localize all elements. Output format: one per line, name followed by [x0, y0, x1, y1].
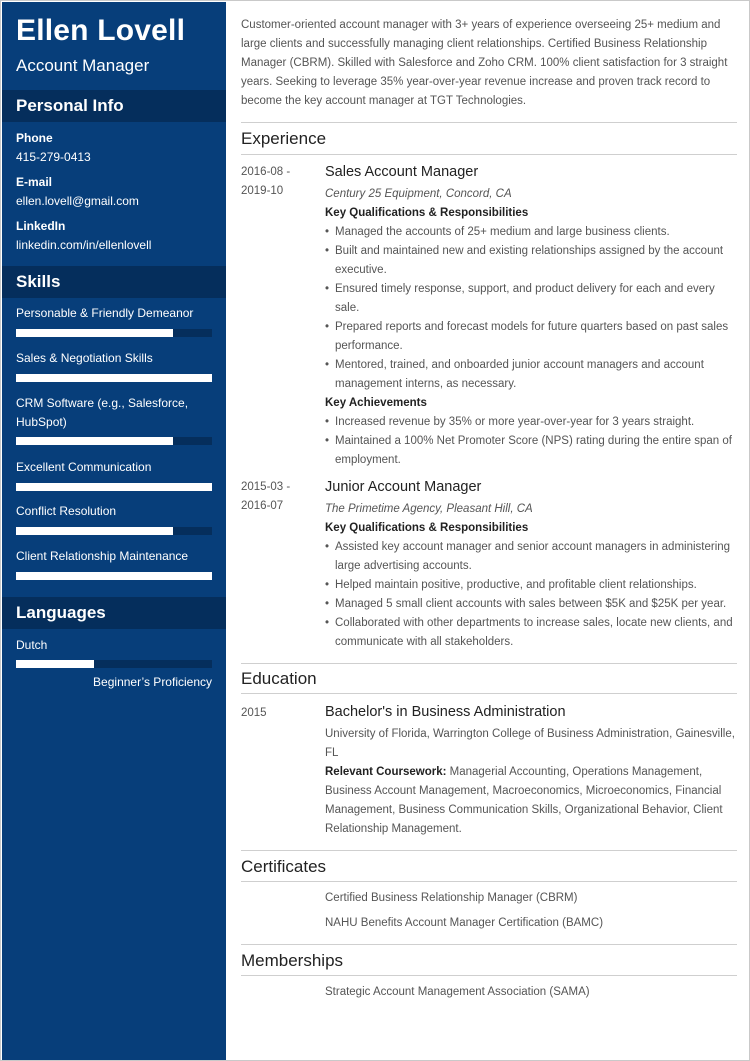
job-title: Junior Account Manager: [325, 479, 482, 495]
skill-bar-fill: [16, 572, 212, 580]
education-school: University of Florida, Warrington College of Business Administration, Gainesville, FL: [325, 728, 735, 759]
email-value[interactable]: ellen.lovell@gmail.com: [16, 194, 139, 208]
skill-bar-fill: [16, 527, 173, 535]
email-label: E-mail: [16, 175, 53, 189]
phone-label: Phone: [16, 131, 53, 145]
divider: [241, 881, 737, 882]
achievements-list: [325, 413, 737, 470]
divider: [241, 693, 737, 694]
skill-bar: [16, 527, 212, 535]
memberships-title: Memberships: [241, 951, 344, 970]
education-degree: Bachelor's in Business Administration: [325, 704, 566, 720]
skill-name: Personable & Friendly Demeanor: [16, 306, 194, 320]
responsibilities-heading: Key Qualifications & Responsibilities: [325, 522, 529, 534]
education-title: Education: [241, 669, 317, 688]
language-bar-fill: [16, 660, 94, 668]
skill-name: Client Relationship Maintenance: [16, 549, 189, 563]
job-date: 2015-03 - 2016-07: [241, 481, 291, 512]
skill-bar-fill: [16, 437, 173, 445]
languages-header: [2, 597, 226, 629]
skills-title: Skills: [16, 272, 61, 291]
certificates-title: Certificates: [241, 857, 327, 876]
list-item: • Maintained a 100% Net Promoter Score (NPS) rating during the entire span of employment.: [325, 432, 737, 470]
divider: [241, 154, 737, 155]
linkedin-label: LinkedIn: [16, 219, 66, 233]
skill-bar: [16, 329, 212, 337]
divider: [241, 944, 737, 945]
coursework-text: Managerial Accounting, Operations Management, Business Account Management, Macroeconomics, Microeconomics, Financial Management, Business Communication Skills, Organizational Behavior, Client Relationship Management.: [325, 766, 723, 835]
list-item: • Managed the accounts of 25+ medium and large business clients.: [325, 223, 737, 242]
list-item: • Prepared reports and forecast models for future quarters based on past sales performance.: [325, 318, 737, 356]
job-company: Century 25 Equipment, Concord, CA: [325, 188, 512, 200]
personal-info-header: [2, 90, 226, 122]
list-item: • Assisted key account manager and senior account managers in administering large advertising accounts.: [325, 538, 737, 576]
skill-name: Conflict Resolution: [16, 504, 117, 518]
skill-name: Excellent Communication: [16, 460, 152, 474]
list-item: • Built and maintained new and existing relationships assigned by the account executive.: [325, 242, 737, 280]
candidate-role: Account Manager: [16, 56, 150, 75]
linkedin-value[interactable]: linkedin.com/in/ellenlovell: [16, 238, 152, 252]
list-item: • Mentored, trained, and onboarded junior account managers and account management interns, as necessary.: [325, 356, 737, 394]
education-date: 2015: [241, 707, 267, 719]
skill-bar-fill: [16, 374, 212, 382]
divider: [241, 663, 737, 664]
phone-value: 415-279-0413: [16, 150, 91, 164]
skill-bar: [16, 374, 212, 382]
language-name: Dutch: [16, 638, 48, 652]
language-bar: [16, 660, 212, 668]
skill-name: CRM Software (e.g., Salesforce, HubSpot): [16, 396, 189, 429]
certificate-item: Certified Business Relationship Manager (CBRM): [325, 892, 578, 904]
list-item: • Collaborated with other departments to increase sales, locate new clients, and communicate with all stakeholders.: [325, 614, 737, 652]
list-item: • Increased revenue by 35% or more year-over-year for 3 years straight.: [325, 413, 737, 432]
education-coursework: [325, 763, 737, 839]
candidate-name: Ellen Lovell: [16, 14, 186, 47]
skill-bar-fill: [16, 483, 212, 491]
divider: [241, 975, 737, 976]
skill-bar: [16, 437, 212, 445]
language-level: Beginner’s Proficiency: [93, 675, 212, 689]
skill-bar: [16, 572, 212, 580]
skill-bar: [16, 483, 212, 491]
coursework-label: Relevant Coursework:: [325, 766, 447, 778]
list-item: • Helped maintain positive, productive, and profitable client relationships.: [325, 576, 737, 595]
summary: Customer-oriented account manager with 3+ years of experience overseeing 25+ medium and large clients and successfully managing client relationships. Certified Business Relationship Manager (CBRM). Skilled with Salesforce and Zoho CRM. 100% client satisfaction for 3 straight years. Seeking to leverage 35% year-over-year revenue increase and proven track record to become the key account manager at TGT Technologies.: [241, 19, 728, 107]
list-item: • Managed 5 small client accounts with sales between $5K and $25K per year.: [325, 595, 737, 614]
membership-item: Strategic Account Management Association (SAMA): [325, 986, 590, 998]
job-date: 2016-08 - 2019-10: [241, 166, 291, 197]
job-company: The Primetime Agency, Pleasant Hill, CA: [325, 503, 533, 515]
personal-info-title: Personal Info: [16, 96, 124, 115]
responsibilities-list: [325, 223, 737, 394]
skill-name: Sales & Negotiation Skills: [16, 351, 153, 365]
achievements-heading: Key Achievements: [325, 397, 427, 409]
languages-title: Languages: [16, 603, 106, 622]
certificate-item: NAHU Benefits Account Manager Certification (BAMC): [325, 917, 604, 929]
experience-title: Experience: [241, 129, 327, 148]
divider: [241, 122, 737, 123]
divider: [241, 850, 737, 851]
sidebar: [2, 2, 226, 1060]
skill-bar-fill: [16, 329, 173, 337]
responsibilities-list: [325, 538, 737, 652]
list-item: • Ensured timely response, support, and product delivery for each and every sale.: [325, 280, 737, 318]
job-title: Sales Account Manager: [325, 164, 479, 180]
responsibilities-heading: Key Qualifications & Responsibilities: [325, 207, 529, 219]
skills-header: [2, 266, 226, 298]
